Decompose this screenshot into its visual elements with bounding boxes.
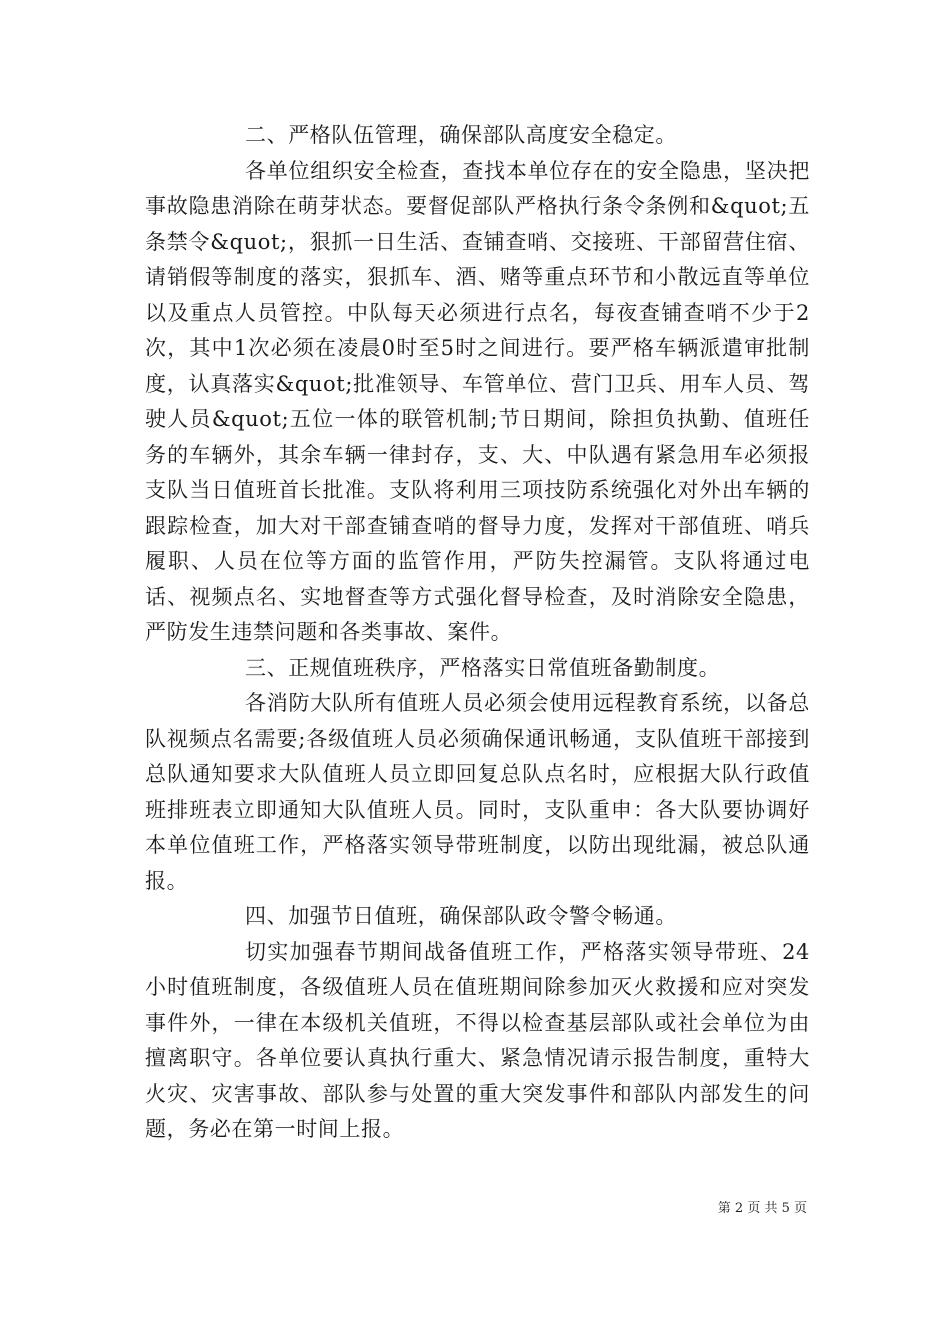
section-body-2: 各单位组织安全检查，查找本单位存在的安全隐患，坚决把事故隐患消除在萌芽状态。要督促部队严格执行条令条例和&quot;五条禁令&quot;，狠抓一日生活、查铺查哨、交接班、干部留营住宿、请销假等制度的落实，狠抓车、酒、赌等重点环节和小散远直等单位以及重点人员管控。中队每天必须进行点名，每夜查铺查哨不少于2次，其中1次必须在凌晨0时至5时之间进行。要严格车辆派遣审批制度，认真落实&quot;批准领导、车管单位、营门卫兵、用车人员、驾驶人员&quot;五位一体的联管机制;节日期间，除担负执勤、值班任务的车辆外，其余车辆一律封存，支、大、中队遇有紧急用车必须报支队当日值班首长批准。支队将利用三项技防系统强化对外出车辆的跟踪检查，加大对干部查铺查哨的督导力度，发挥对干部值班、哨兵履职、人员在位等方面的监管作用，严防失控漏管。支队将通过电话、视频点名、实地督查等方式强化督导检查，及时消除安全隐患，严防发生违禁问题和各类事故、案件。: [145, 158, 810, 644]
section-body-4: 切实加强春节期间战备值班工作，严格落实领导带班、24小时值班制度，各级值班人员在值班期间除参加灭火救援和应对突发事件外，一律在本级机关值班，不得以检查基层部队或社会单位为由擅离职守。各单位要认真执行重大、紧急情况请示报告制度，重特大火灾、灾害事故、部队参与处置的重大突发事件和部队内部发生的问题，务必在第一时间上报。: [145, 939, 810, 1141]
section-body-3: 各消防大队所有值班人员必须会使用远程教育系统，以备总队视频点名需要;各级值班人员必须确保通讯畅通，支队值班干部接到总队通知要求大队值班人员立即回复总队点名时，应根据大队行政值班排班表立即通知大队值班人员。同时，支队重申：各大队要协调好本单位值班工作，严格落实领导带班制度，以防出现纰漏，被总队通报。: [145, 691, 810, 893]
section-heading-2: 二、严格队伍管理，确保部队高度安全稳定。: [245, 123, 677, 147]
section-heading-4: 四、加强节日值班，确保部队政令警令畅通。: [245, 904, 677, 928]
document-body: [145, 118, 810, 1148]
section-heading-3: 三、正规值班秩序，严格落实日常值班备勤制度。: [245, 655, 721, 680]
page-number: 第 2 页 共 5 页: [717, 1201, 807, 1216]
